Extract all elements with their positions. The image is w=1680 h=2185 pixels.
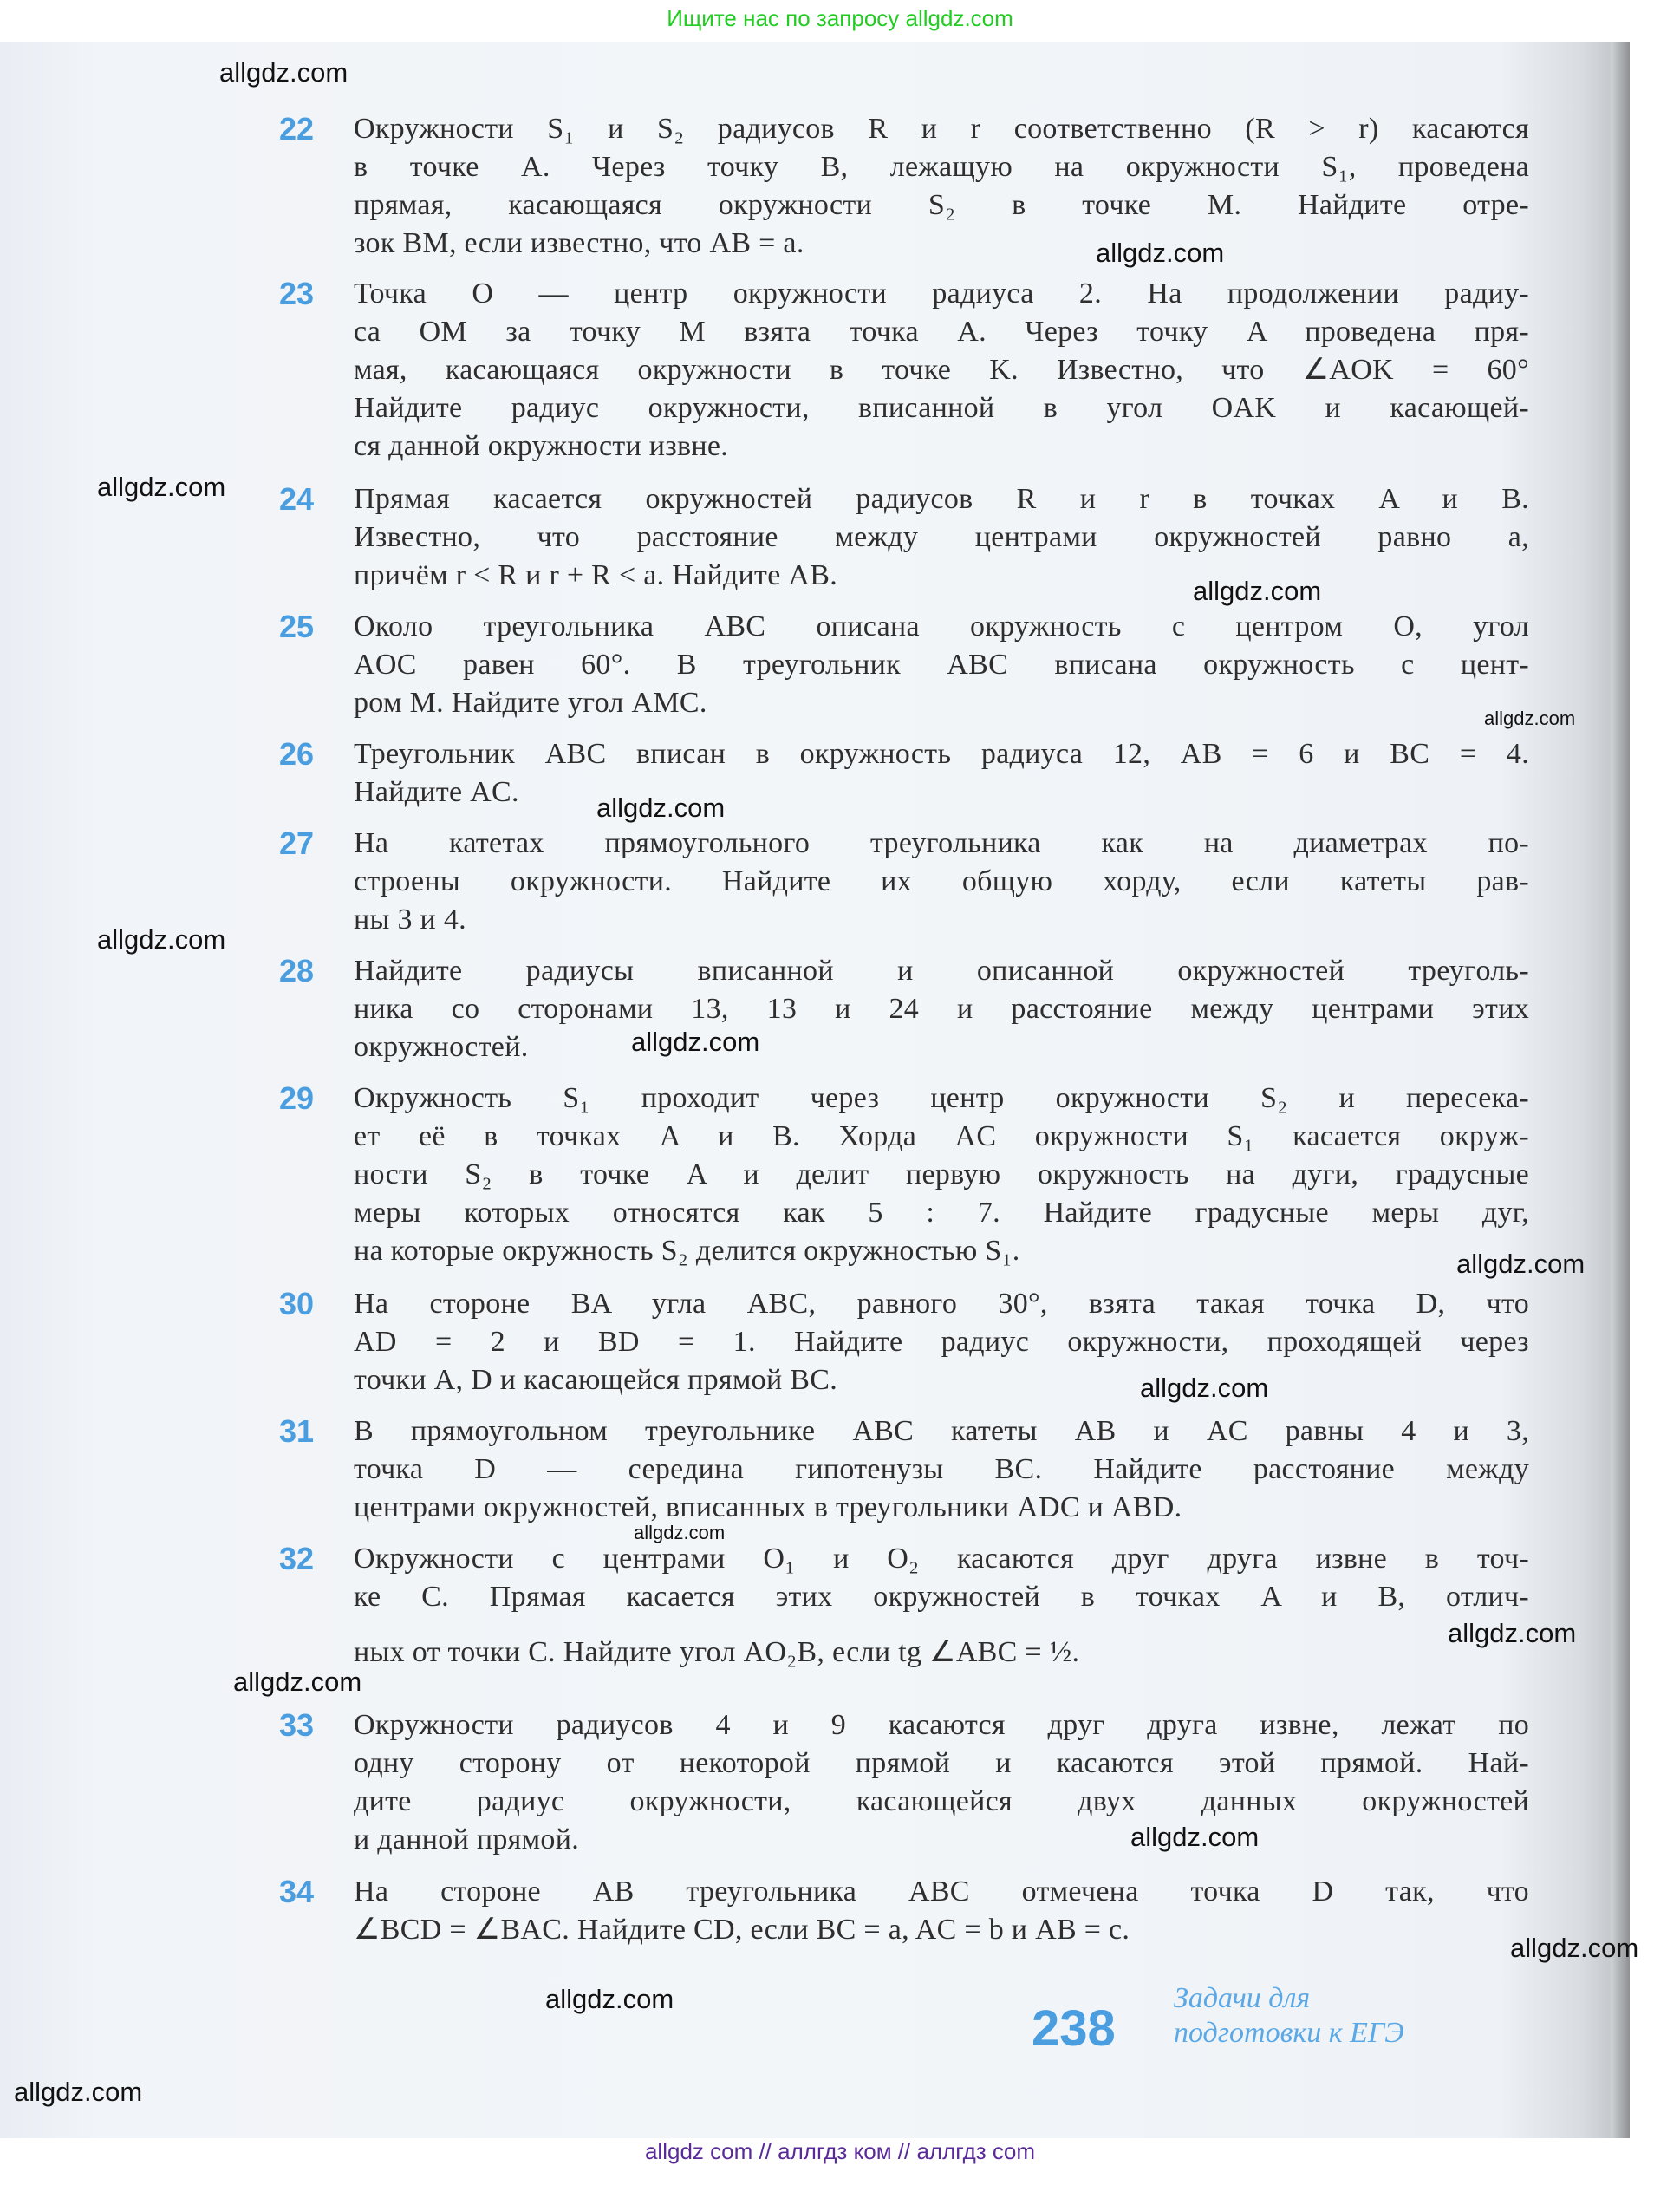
problem-number: 30	[279, 1286, 315, 1321]
problem-text	[354, 1706, 1529, 1859]
problem-text-line: В прямоугольном треугольнике ABC катеты AB и AC равны 4 и 3,	[354, 1415, 1529, 1447]
problem-number: 25	[279, 609, 315, 644]
problem-text-line: Окружность S₁ проходит через центр окружности S₂ и пересека-	[354, 1082, 1529, 1114]
problem-text	[354, 275, 1529, 466]
watermark-text: allgdz.com	[1510, 1933, 1639, 1963]
problem-text-line: строены окружности. Найдите их общую хорду, если катеты рав-	[354, 865, 1529, 897]
page-number: 238	[1032, 2000, 1116, 2057]
problem-text-line: Найдите AC.	[354, 776, 519, 808]
problem-text	[354, 1412, 1529, 1527]
problem-text-line: ности S₂ в точке A и делит первую окружность на дуги, градусные	[354, 1158, 1529, 1190]
top-search-banner[interactable]: Ищите нас по запросу allgdz.com	[667, 5, 1013, 31]
problem-text-line: меры которых относятся как 5 : 7. Найдите градусные меры дуг,	[354, 1197, 1529, 1229]
problem-text	[354, 952, 1529, 1066]
problem-number: 24	[279, 481, 315, 517]
problem-number: 33	[279, 1707, 315, 1743]
problem-text-line: ∠BCD = ∠BAC. Найдите CD, если BC = a, AC = b и AB = c.	[354, 1914, 1130, 1946]
page-binding-shadow	[1611, 42, 1630, 2138]
watermark-text: allgdz.com	[233, 1666, 362, 1697]
problem-text-line: са OM за точку M взята точка A. Через точку A проведена пря-	[354, 316, 1529, 348]
problem-text-line: точки A, D и касающейся прямой BC.	[354, 1364, 838, 1396]
problem-text	[354, 110, 1529, 263]
watermark-text: allgdz.com	[631, 1027, 760, 1057]
watermark-text: allgdz.com	[14, 2077, 143, 2107]
problem-text-line: ных от точки C. Найдите угол AO₂B, если tg ∠ABC = ½.	[354, 1636, 1080, 1668]
watermark-text: allgdz.com	[1130, 1822, 1260, 1852]
watermark-text: allgdz.com	[1484, 708, 1576, 729]
watermark-text: allgdz.com	[1456, 1249, 1586, 1279]
problem-text-line: и данной прямой.	[354, 1823, 580, 1856]
watermark-text: allgdz.com	[97, 472, 226, 502]
problem-text-line: центрами окружностей, вписанных в треугольники ADC и ABD.	[354, 1491, 1182, 1523]
problem-text-line: прямая, касающаяся окружности S₂ в точке M. Найдите отре-	[354, 189, 1529, 221]
problem-text-line: дите радиус окружности, касающейся двух данных окружностей	[354, 1785, 1529, 1817]
problem-number: 28	[279, 953, 315, 988]
problem-text-line: ся данной окружности извне.	[354, 430, 729, 462]
watermark-text: allgdz.com	[634, 1522, 726, 1543]
problem-text-line: одну сторону от некоторой прямой и касаются этой прямой. Най-	[354, 1747, 1529, 1779]
problem-text-line: окружностей.	[354, 1031, 529, 1063]
problem-text-line: причём r < R и r + R < a. Найдите AB.	[354, 559, 838, 591]
problem-text-line: Точка O — центр окружности радиуса 2. На продолжении радиу-	[354, 277, 1529, 310]
problem-text	[354, 1285, 1529, 1403]
watermark-text: allgdz.com	[1448, 1618, 1577, 1648]
problem-text-line: ет её в точках A и B. Хорда AC окружности S₁ касается окруж-	[354, 1120, 1529, 1152]
watermark-text: allgdz.com	[1140, 1373, 1269, 1403]
watermark-text: allgdz.com	[545, 1984, 674, 2014]
problem-text-line: AD = 2 и BD = 1. Найдите радиус окружности, проходящей через	[354, 1326, 1529, 1358]
problem-text-line: Прямая касается окружностей радиусов R и r в точках A и B.	[354, 483, 1529, 515]
problem-text	[354, 1873, 1529, 1949]
problem-number: 23	[279, 276, 315, 311]
problem-number: 31	[279, 1413, 315, 1449]
problem-text-line: Найдите радиус окружности, вписанной в угол OAK и касающей-	[354, 392, 1529, 424]
problem-number: 29	[279, 1080, 315, 1116]
problem-text-line: На стороне AB треугольника ABC отмечена точка D так, что	[354, 1875, 1529, 1908]
watermark-text: allgdz.com	[219, 57, 348, 88]
problem-text-line: мая, касающаяся окружности в точке K. Известно, что ∠AOK = 60°	[354, 354, 1529, 386]
bottom-banner[interactable]: allgdz com // аллгдз ком // аллгдз com	[644, 2138, 1036, 2164]
problem-text-line: Треугольник ABC вписан в окружность радиуса 12, AB = 6 и BC = 4.	[354, 738, 1529, 770]
problem-text-line: На стороне BA угла ABC, равного 30°, взята такая точка D, что	[354, 1288, 1529, 1320]
problem-text	[354, 1079, 1529, 1270]
watermark-text: allgdz.com	[97, 924, 226, 955]
problem-text-line: На катетах прямоугольного треугольника как на диаметрах по-	[354, 827, 1529, 859]
problem-text	[354, 608, 1529, 722]
problem-text-line: Около треугольника ABC описана окружность с центром O, угол	[354, 610, 1529, 642]
problem-text-line: Известно, что расстояние между центрами окружностей равно a,	[354, 521, 1529, 553]
watermark-text: allgdz.com	[1096, 238, 1225, 268]
section-title-line1: Задачи для	[1174, 1982, 1311, 2014]
problem-text	[354, 1540, 1529, 1672]
problem-text-line: Окружности S₁ и S₂ радиусов R и r соответственно (R > r) касаются	[354, 113, 1529, 145]
problem-number: 32	[279, 1541, 315, 1576]
problem-text-line: Окружности с центрами O₁ и O₂ касаются друг друга извне в точ-	[354, 1543, 1529, 1575]
watermark-text: allgdz.com	[596, 792, 726, 823]
watermark-text: allgdz.com	[1193, 576, 1322, 606]
problem-text-line: ром M. Найдите угол AMC.	[354, 687, 707, 719]
problem-number: 34	[279, 1874, 315, 1909]
section-title-line2: подготовки к ЕГЭ	[1174, 2017, 1404, 2049]
problem-number: 26	[279, 736, 315, 772]
problem-text-line: точка D — середина гипотенузы BC. Найдите расстояние между	[354, 1453, 1529, 1485]
problem-number: 22	[279, 111, 315, 147]
problem-text-line: Окружности радиусов 4 и 9 касаются друг друга извне, лежат по	[354, 1709, 1529, 1741]
problem-text-line: AOC равен 60°. В треугольник ABC вписана окружность с цент-	[354, 649, 1529, 681]
problem-text-line: ника со сторонами 13, 13 и 24 и расстояние между центрами этих	[354, 993, 1529, 1025]
problem-text	[354, 480, 1529, 595]
problem-text-line: на которые окружность S₂ делится окружностью S₁.	[354, 1235, 1020, 1267]
problem-text-line: ны 3 и 4.	[354, 903, 466, 936]
problem-text-line: Найдите радиусы вписанной и описанной окружностей треуголь-	[354, 955, 1529, 987]
problem-text-line: в точке A. Через точку B, лежащую на окружности S₁, проведена	[354, 151, 1529, 183]
problem-text	[354, 825, 1529, 939]
problem-text	[354, 735, 1529, 812]
problem-text-line: зок BM, если известно, что AB = a.	[354, 227, 804, 259]
problem-number: 27	[279, 825, 315, 861]
problem-text-line: ке C. Прямая касается этих окружностей в точках A и B, отлич-	[354, 1581, 1529, 1613]
